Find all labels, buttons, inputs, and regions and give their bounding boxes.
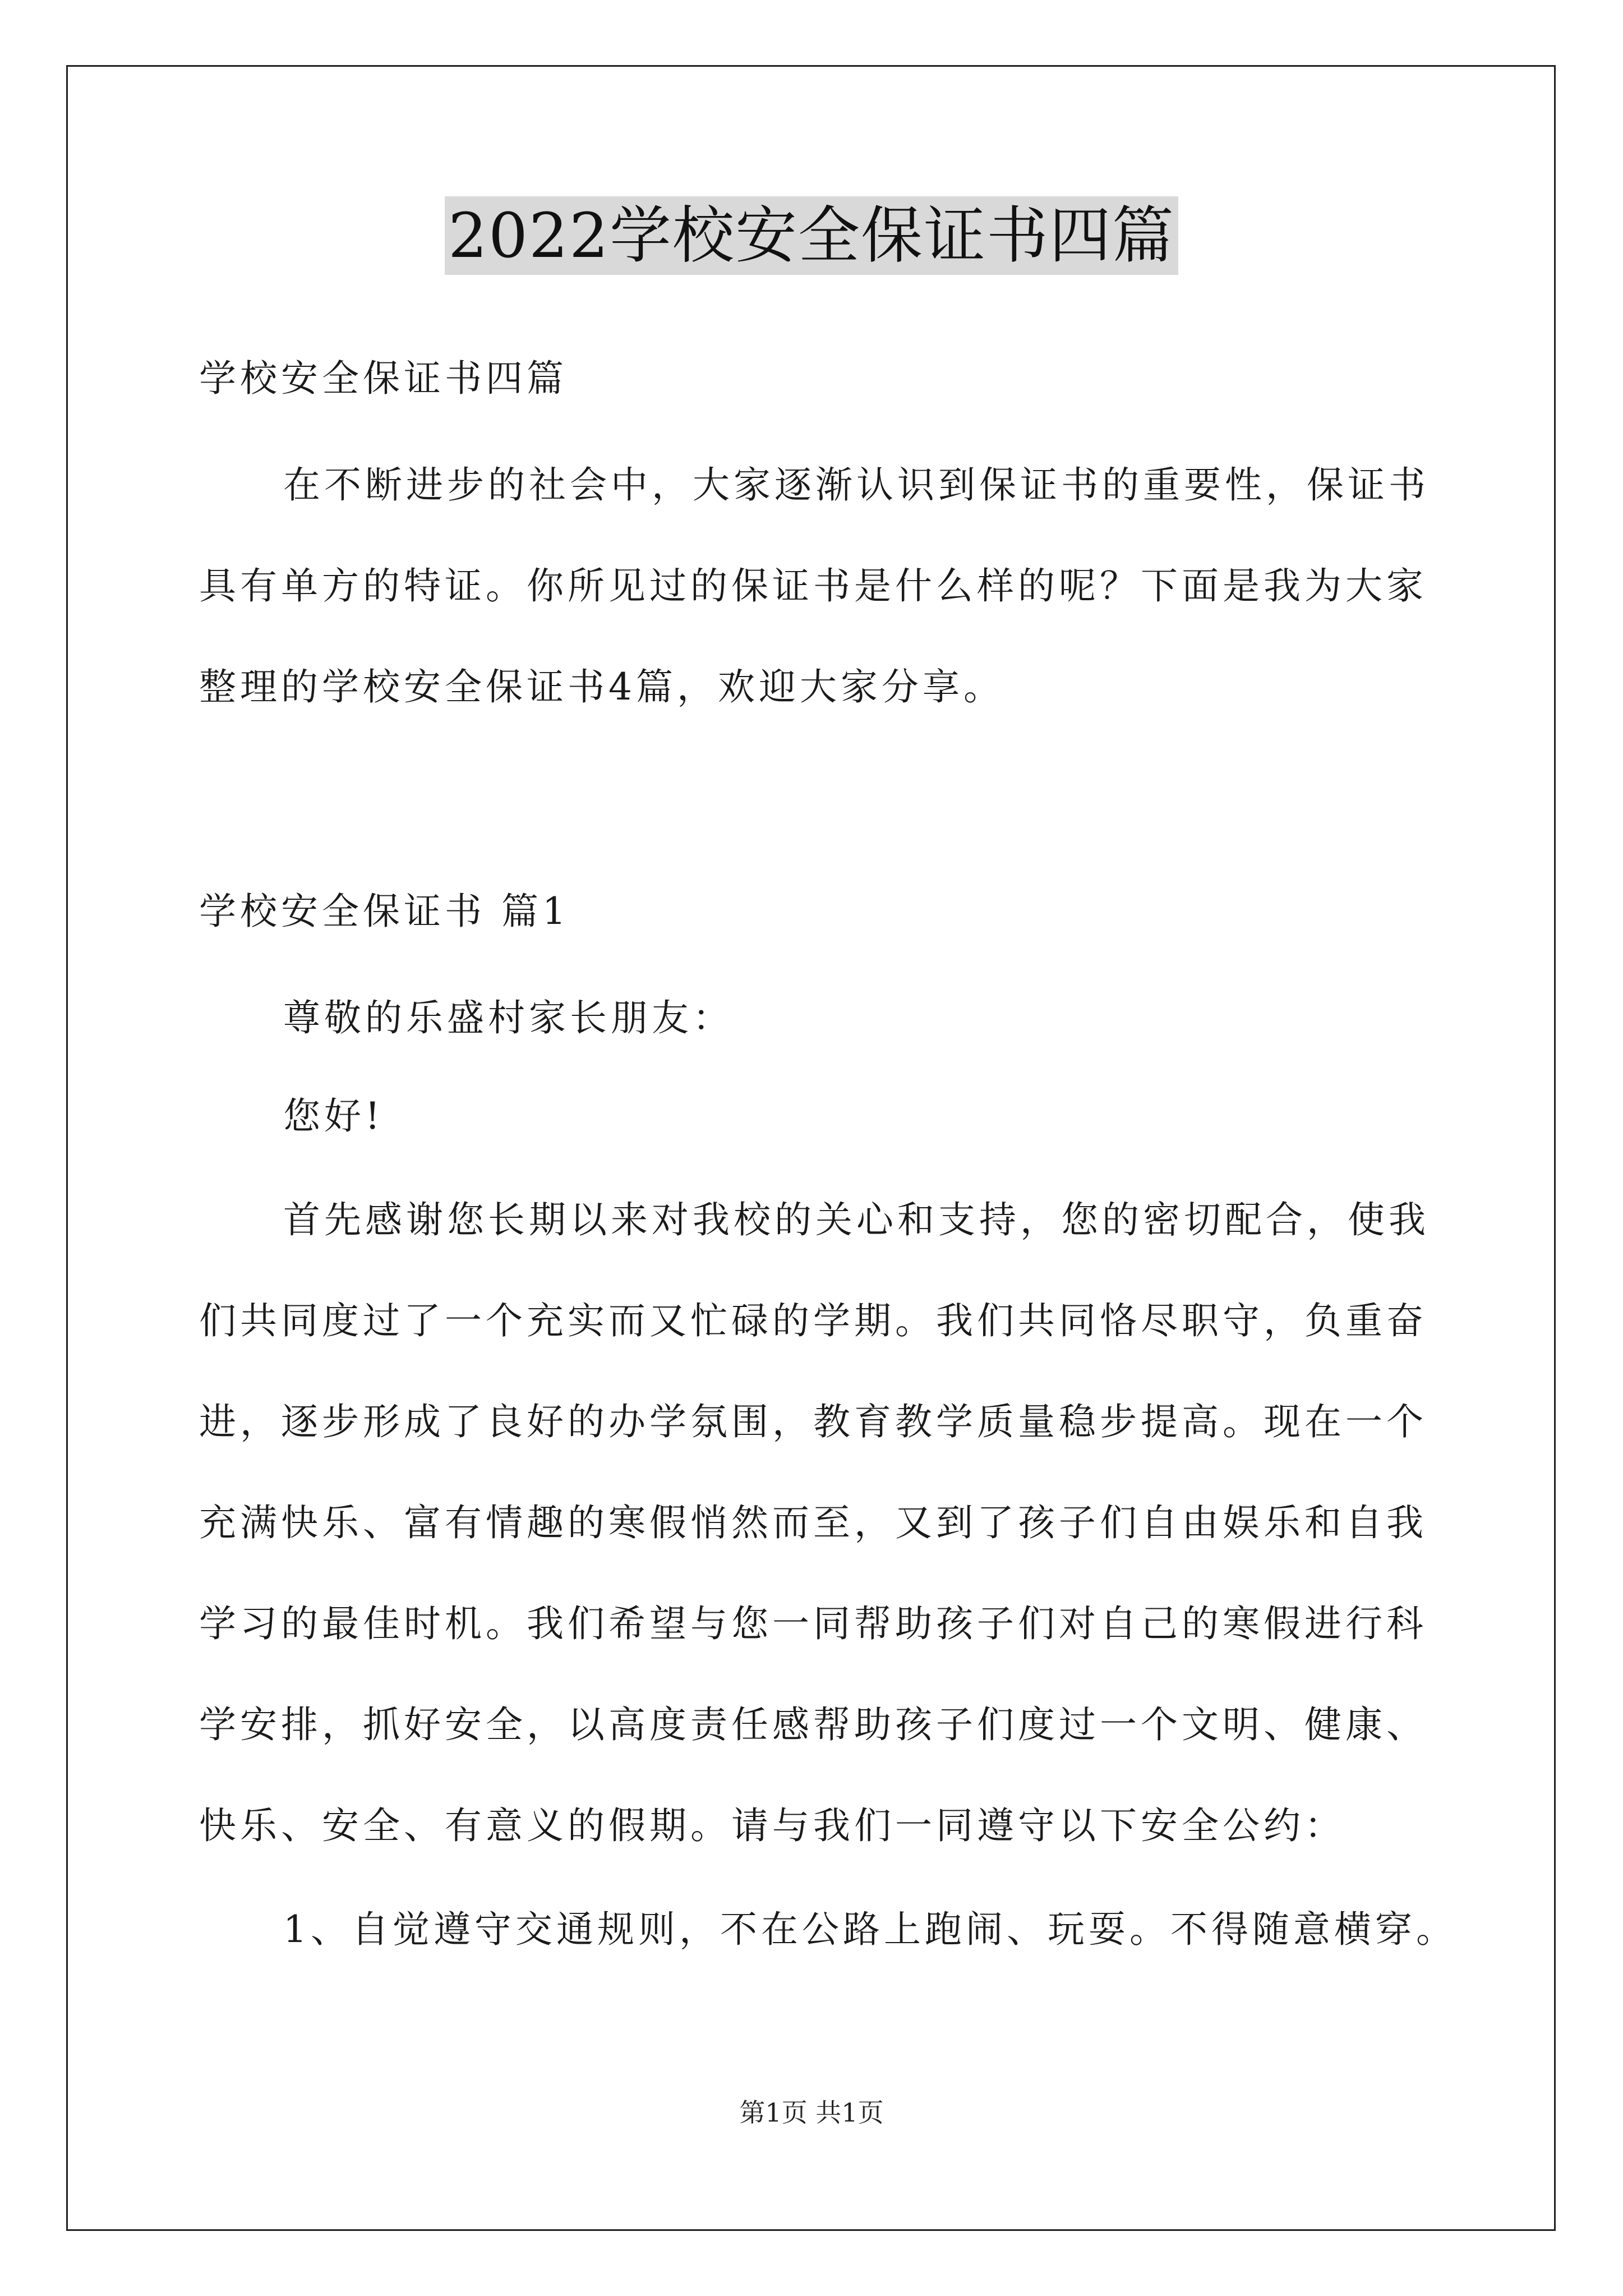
- section-heading: 学校安全保证书 篇1: [199, 890, 570, 933]
- body-line-3: 进，逐步形成了良好的办学氛围，教育教学质量稳步提高。现在一个: [199, 1400, 1427, 1443]
- intro-line-3: 整理的学校安全保证书4篇，欢迎大家分享。: [199, 665, 1004, 708]
- body-line-4: 充满快乐、富有情趣的寒假悄然而至，又到了孩子们自由娱乐和自我: [199, 1501, 1427, 1544]
- rule-1: 1、自觉遵守交通规则，不在公路上跑闹、玩耍。不得随意横穿。: [283, 1908, 1457, 1951]
- body-line-2: 们共同度过了一个充实而又忙碌的学期。我们共同恪尽职守，负重奋: [199, 1299, 1427, 1342]
- salutation: 尊敬的乐盛村家长朋友：: [283, 996, 734, 1039]
- body-line-5: 学习的最佳时机。我们希望与您一同帮助孩子们对自己的寒假进行科: [199, 1602, 1427, 1645]
- page-footer: 第1页 共1页: [739, 2097, 884, 2128]
- body-line-7: 快乐、安全、有意义的假期。请与我们一同遵守以下安全公约：: [199, 1804, 1345, 1847]
- greeting: 您好!: [283, 1094, 384, 1138]
- body-line-6: 学安排，抓好安全，以高度责任感帮助孩子们度过一个文明、健康、: [199, 1703, 1427, 1746]
- intro-line-1: 在不断进步的社会中，大家逐渐认识到保证书的重要性，保证书: [283, 463, 1430, 507]
- body-line-1: 首先感谢您长期以来对我校的关心和支持，您的密切配合，使我: [283, 1198, 1430, 1241]
- subtitle: 学校安全保证书四篇: [199, 357, 568, 400]
- title-container: [0, 196, 1623, 275]
- intro-line-2: 具有单方的特证。你所见过的保证书是什么样的呢？下面是我为大家: [199, 564, 1427, 608]
- document-title: 2022学校安全保证书四篇: [445, 196, 1178, 275]
